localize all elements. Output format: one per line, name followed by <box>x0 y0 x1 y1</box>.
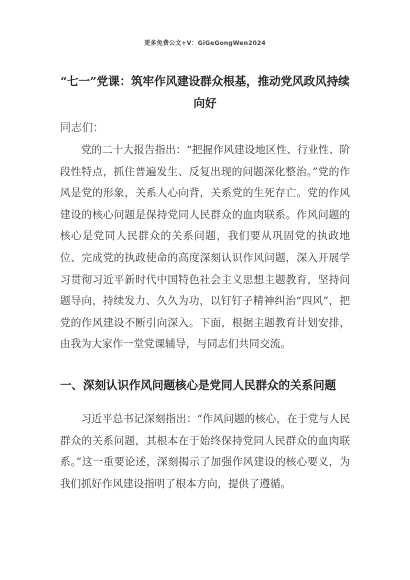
section-heading: 一、深刻认识作风问题核心是党同人民群众的关系问题 <box>60 378 336 392</box>
body-paragraph: 党的二十大报告指出：“把握作风建设地区性、行业性、阶段性特点，抓住普遍发生、反复出现的问题深化整治。”党的作风是党的形象，关系人心向背，关系党的生死存亡。党的作风建设的核心问题是保持党同人民群众的血肉联系。作风问题的核心是党同人民群众的关系问题，我们要从巩固党的执政地位、完成党的执政使命的高度深刻认识作风问题，深入开展学习贯彻习近平新时代中国特色社会主义思想主题教育，坚持问题导向，持续发力、久久为功，以钉钉子精神纠治“四风”，把党的作风建设不断引向深入。下面，根据主题教育计划安排，由我为大家作一堂党课辅导，与同志们共同交流。 <box>60 144 350 351</box>
document-title: “七一”党课：筑牢作风建设群众根基，推动党风政风持续向好 <box>60 74 350 110</box>
body-paragraph: 习近平总书记深刻指出：“作风问题的核心，在于党与人民群众的关系问题，其根本在于始终保持党同人民群众的血肉联系。”这一重要论述，深刻揭示了加强作风建设的核心要义，为我们抓好作风建设指明了根本方向，提供了遵循。 <box>60 413 350 490</box>
salutation: 同志们： <box>60 121 104 134</box>
header-note: 更多免费公文+V：GiGeGongWen2024 <box>144 40 266 47</box>
